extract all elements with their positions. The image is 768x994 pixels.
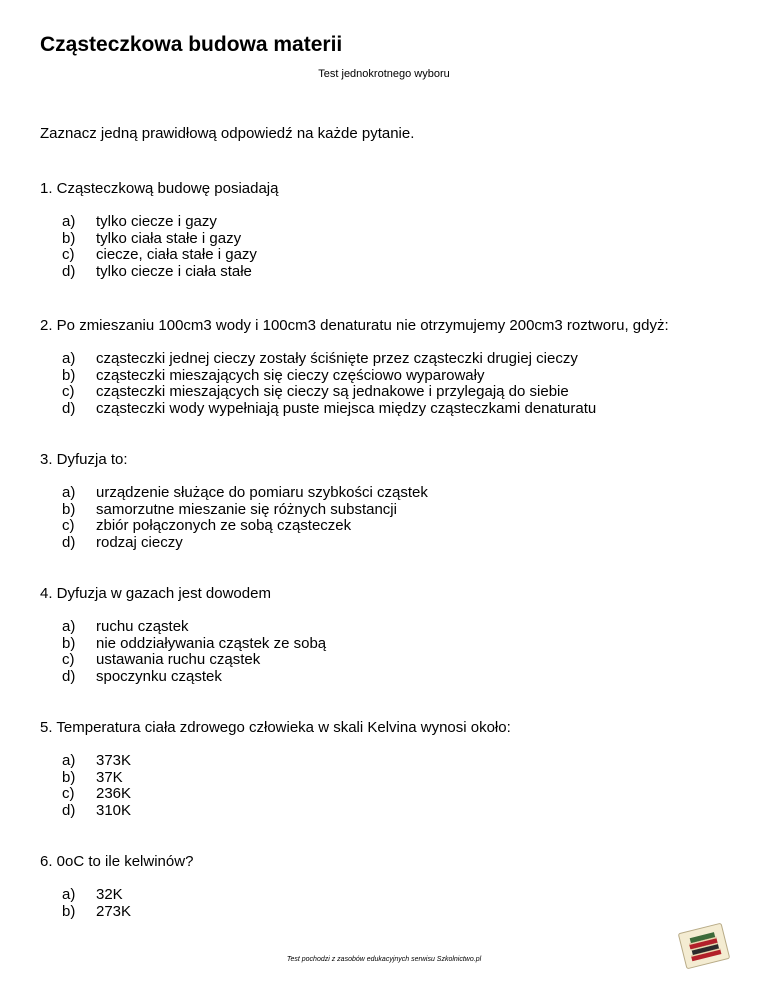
answer-text: 273K bbox=[96, 902, 132, 920]
page-subtitle: Test jednokrotnego wyboru bbox=[318, 68, 450, 80]
answer-option[interactable] bbox=[40, 401, 669, 418]
question-4 bbox=[40, 585, 327, 686]
answer-letter: a) bbox=[62, 350, 76, 367]
answer-text: 236K bbox=[96, 785, 132, 803]
answer-letter: d) bbox=[62, 263, 76, 281]
answer-text: 310K bbox=[96, 802, 132, 820]
answer-option[interactable] bbox=[40, 264, 278, 281]
answer-letter: b) bbox=[62, 902, 76, 920]
answer-text: cząsteczki mieszających się cieczy częściowo wyparowały bbox=[96, 366, 485, 384]
answer-text: spoczynku cząstek bbox=[96, 668, 222, 686]
answer-option[interactable] bbox=[40, 534, 183, 552]
answer-text: nie oddziaływania cząstek ze sobą bbox=[96, 634, 327, 652]
answer-option[interactable] bbox=[40, 351, 669, 368]
answer-option[interactable] bbox=[40, 368, 669, 385]
answer-option[interactable] bbox=[40, 214, 278, 231]
answer-letter: b) bbox=[62, 229, 76, 247]
answer-list bbox=[40, 484, 428, 552]
answer-text: cząsteczki jednej cieczy zostały ściśnięte przez cząsteczki drugiej cieczy bbox=[96, 350, 578, 367]
answer-option[interactable] bbox=[40, 634, 327, 653]
answer-letter: b) bbox=[62, 768, 76, 786]
instruction-text: Zaznacz jedną prawidłową odpowiedź na każde pytanie. bbox=[40, 125, 415, 142]
page-footer: Test pochodzi z zasobów edukacyjnych serwisu Szkolnictwo.pl bbox=[286, 956, 482, 963]
answer-letter: c) bbox=[62, 517, 75, 535]
question-text: 4. Dyfuzja w gazach jest dowodem bbox=[40, 585, 271, 602]
answer-letter: d) bbox=[62, 400, 76, 418]
question-5 bbox=[40, 719, 511, 820]
answer-text: 32K bbox=[96, 886, 123, 903]
answer-option[interactable] bbox=[40, 803, 511, 820]
answer-text: urządzenie służące do pomiaru szybkości cząstek bbox=[96, 484, 428, 501]
answer-list bbox=[40, 753, 511, 820]
answer-letter: a) bbox=[62, 484, 76, 501]
answer-option[interactable] bbox=[40, 619, 271, 636]
answer-letter: a) bbox=[62, 886, 76, 903]
answer-letter: c) bbox=[62, 785, 75, 803]
answer-letter: b) bbox=[62, 500, 76, 518]
question-text: 1. Cząsteczkową budowę posiadają bbox=[40, 180, 279, 197]
answer-letter: d) bbox=[62, 534, 76, 552]
answer-option[interactable] bbox=[40, 904, 193, 921]
answer-letter: b) bbox=[62, 634, 76, 652]
question-text: 2. Po zmieszaniu 100cm3 wody i 100cm3 denaturatu nie otrzymujemy 200cm3 roztworu, gdyż: bbox=[40, 317, 669, 334]
answer-letter: c) bbox=[62, 651, 75, 669]
answer-list bbox=[40, 618, 327, 686]
answer-text: ciecze, ciała stałe i gazy bbox=[96, 246, 257, 264]
answer-text: 373K bbox=[96, 752, 132, 769]
answer-text: zbiór połączonych ze sobą cząsteczek bbox=[96, 517, 352, 535]
answer-letter: a) bbox=[62, 752, 76, 769]
answer-option[interactable] bbox=[40, 500, 397, 519]
answer-option[interactable] bbox=[40, 753, 511, 770]
answer-text: tylko ciecze i ciała stałe bbox=[96, 263, 252, 281]
question-6 bbox=[40, 853, 193, 920]
question-2 bbox=[40, 317, 669, 418]
answer-list bbox=[40, 351, 669, 418]
answer-letter: a) bbox=[62, 618, 76, 635]
answer-letter: d) bbox=[62, 668, 76, 686]
answer-list bbox=[40, 887, 193, 920]
answer-text: rodzaj cieczy bbox=[96, 534, 183, 552]
answer-letter: d) bbox=[62, 802, 76, 820]
answer-text: cząsteczki mieszających się cieczy są jednakowe i przylegają do siebie bbox=[96, 383, 569, 401]
answer-text: tylko ciała stałe i gazy bbox=[96, 229, 242, 247]
answer-option[interactable] bbox=[40, 770, 511, 787]
answer-text: tylko ciecze i gazy bbox=[96, 213, 217, 230]
question-text: 5. Temperatura ciała zdrowego człowieka w skali Kelvina wynosi około: bbox=[40, 719, 511, 736]
answer-option[interactable] bbox=[40, 384, 669, 401]
answer-letter: b) bbox=[62, 366, 76, 384]
question-text: 3. Dyfuzja to: bbox=[40, 451, 128, 468]
answer-letter: a) bbox=[62, 213, 76, 230]
answer-list bbox=[40, 214, 278, 281]
question-1 bbox=[40, 180, 278, 281]
answer-option[interactable] bbox=[40, 517, 352, 535]
answer-letter: c) bbox=[62, 246, 75, 264]
answer-option[interactable] bbox=[40, 669, 271, 686]
answer-text: cząsteczki wody wypełniają puste miejsca między cząsteczkami denaturatu bbox=[96, 400, 597, 418]
answer-option[interactable] bbox=[40, 231, 278, 248]
answer-option[interactable] bbox=[40, 786, 511, 803]
answer-option[interactable] bbox=[40, 652, 271, 669]
answer-option[interactable] bbox=[40, 247, 278, 264]
answer-letter: c) bbox=[62, 383, 75, 401]
question-text: 6. 0oC to ile kelwinów? bbox=[40, 853, 194, 870]
answer-text: 37K bbox=[96, 768, 123, 786]
answer-option[interactable] bbox=[40, 484, 428, 502]
page-title: Cząsteczkowa budowa materii bbox=[40, 33, 343, 56]
answer-text: ruchu cząstek bbox=[96, 618, 189, 635]
answer-text: ustawania ruchu cząstek bbox=[96, 651, 261, 669]
answer-option[interactable] bbox=[40, 887, 193, 904]
question-3 bbox=[40, 451, 428, 552]
answer-text: samorzutne mieszanie się różnych substancji bbox=[96, 500, 397, 518]
books-icon bbox=[676, 922, 732, 970]
